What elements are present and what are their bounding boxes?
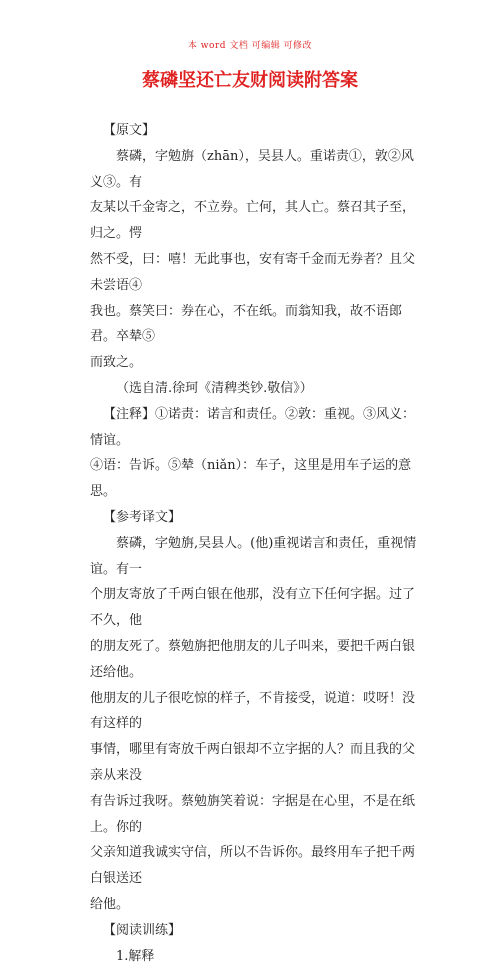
document-body — [90, 118, 422, 969]
exercise-item: 1.解释 — [90, 944, 422, 969]
original-line: 然不受，曰：嘻！无此事也，安有寄千金而无券者？且父未尝语④ — [90, 247, 422, 299]
translation-line: 的朋友死了。蔡勉旃把他朋友的儿子叫来，要把千两白银还给他。 — [90, 634, 422, 686]
notes-line: ④语：告诉。⑤辇（niǎn）：车子，这里是用车子运的意思。 — [90, 453, 422, 505]
translation-line: 给他。 — [90, 892, 422, 918]
page-header: 本 word 文档 可编辑 可修改 — [0, 38, 500, 51]
translation-line: 有告诉过我呀。蔡勉旃笑着说：字据是在心里，不是在纸上。你的 — [90, 789, 422, 841]
translation-line: 他朋友的儿子很吃惊的样子，不肯接受，说道：哎呀！没有这样的 — [90, 686, 422, 738]
original-heading: 【原文】 — [90, 118, 422, 144]
original-line: 我也。蔡笑曰：券在心，不在纸。而翁知我，故不语郎君。卒辇⑤ — [90, 299, 422, 351]
source-citation: （选自清.徐珂《清稗类钞.敬信》） — [90, 376, 422, 402]
translation-heading: 【参考译文】 — [90, 505, 422, 531]
translation-line: 个朋友寄放了千两白银在他那，没有立下任何字据。过了不久，他 — [90, 582, 422, 634]
original-line: 蔡磷，字勉旃（zhān），吴县人。重诺责①，敦②风义③。有 — [90, 144, 422, 196]
document-title: 蔡磷坚还亡友财阅读附答案 — [0, 66, 500, 92]
exercise-heading: 【阅读训练】 — [90, 918, 422, 944]
translation-line: 父亲知道我诚实守信，所以不告诉你。最终用车子把千两白银送还 — [90, 840, 422, 892]
original-line: 友某以千金寄之，不立券。亡何，其人亡。蔡召其子至，归之。愕 — [90, 195, 422, 247]
translation-line: 事情，哪里有寄放千两白银却不立字据的人？而且我的父亲从来没 — [90, 737, 422, 789]
translation-line: 蔡磷，字勉旃,吴县人。(他)重视诺言和责任，重视情谊。有一 — [90, 531, 422, 583]
original-line: 而致之。 — [90, 350, 422, 376]
notes-line: 【注释】①诺责：诺言和责任。②敦：重视。③风义：情谊。 — [90, 402, 422, 454]
